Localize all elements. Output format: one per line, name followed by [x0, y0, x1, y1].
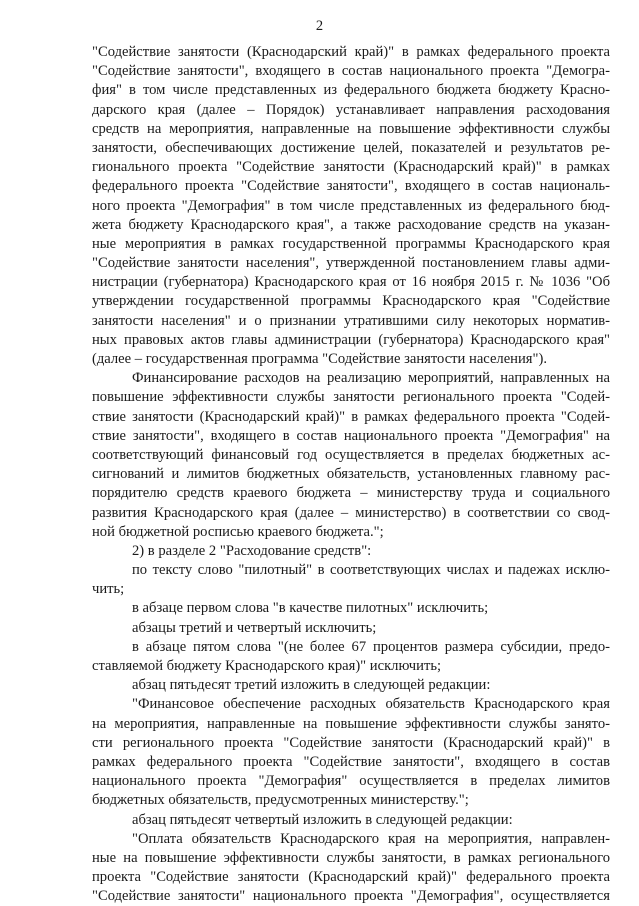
text-line: ствие занятости (Краснодарский край)" в рамках федерального проекта "Содей-	[92, 408, 610, 425]
text-line: абзац пятьдесят четвертый изложить в следующей редакции:	[132, 811, 513, 828]
text-line: жета бюджету Краснодарского края", а также расходование средств на указан-	[92, 216, 610, 233]
text-line: развития Краснодарского края (далее – министерство) в соответствии со свод-	[92, 504, 610, 521]
text-line: чить;	[92, 581, 125, 598]
text-line: проекта "Содействие занятости (Краснодарский край)" федерального проекта	[92, 869, 610, 886]
text-line: соответствующий финансовый год осуществляется в пределах бюджетных ас-	[92, 446, 610, 463]
text-line: бюджетных обязательств, предусмотренных министерству.";	[92, 792, 469, 809]
text-line: "Финансовое обеспечение расходных обязательств Краснодарского края	[132, 696, 610, 713]
text-line: 2) в разделе 2 "Расходование средств":	[132, 542, 372, 559]
text-line: утверждении государственной программы Краснодарского края "Содействие	[92, 293, 610, 310]
text-line: ствие занятости", входящего в состав национального проекта "Демография" на	[92, 427, 610, 444]
document-body	[92, 43, 610, 906]
text-line: абзацы третий и четвертый исключить;	[132, 619, 377, 636]
text-line: в абзаце первом слова "в качестве пилотных" исключить;	[132, 600, 489, 617]
text-line: федерального проекта "Содействие занятости", входящего в состав националь-	[92, 178, 610, 195]
text-line: сти регионального проекта "Содействие занятости (Краснодарский край)" в	[92, 734, 610, 751]
text-line: занятости, обеспечивающих достижение целей, показателей и результатов ре-	[92, 139, 610, 156]
text-line: ной бюджетной росписью краевого бюджета.";	[92, 523, 384, 540]
text-line: абзац пятьдесят третий изложить в следующей редакции:	[132, 677, 491, 694]
text-line: повышение эффективности службы занятости регионального проекта "Содей-	[92, 389, 610, 406]
text-line: "Содействие занятости", входящего в состав национального проекта "Демогра-	[92, 63, 610, 80]
text-line: нистрации (губернатора) Краснодарского края от 16 ноября 2015 г. № 1036 "Об	[92, 274, 610, 291]
text-line: "Содействие занятости" национального проекта "Демография", осуществляется	[92, 888, 610, 905]
text-line: средств на мероприятия, направленные на повышение эффективности службы	[92, 120, 610, 137]
text-line: Финансирование расходов на реализацию мероприятий, направленных на	[132, 370, 610, 387]
text-line: занятости населения" и о признании утратившими силу некоторых норматив-	[92, 312, 610, 329]
text-line: сигнований и лимитов бюджетных обязательств, установленных главному рас-	[92, 466, 610, 483]
text-line: "Оплата обязательств Краснодарского края на мероприятия, направлен-	[132, 830, 610, 847]
text-line: порядителю средств краевого бюджета – министерству труда и социального	[92, 485, 610, 502]
text-line: ные мероприятия в рамках государственной программы Краснодарского края	[92, 235, 610, 252]
text-line: по тексту слово "пилотный" в соответствующих числах и падежах исклю-	[132, 562, 610, 579]
text-line: фия" в том числе представленных из федерального бюджета бюджету Красно-	[92, 82, 610, 99]
text-line: в абзаце пятом слова "(не более 67 процентов размера субсидии, предо-	[132, 638, 610, 655]
text-line: рамках федерального проекта "Содействие занятости", входящего в состав	[92, 753, 610, 770]
text-line: "Содействие занятости (Краснодарский край)" в рамках федерального проекта	[92, 44, 610, 60]
text-line: ного проекта "Демография" в том числе представленных из федерального бюд-	[92, 197, 610, 214]
page-number: 2	[315, 18, 324, 34]
text-line: гионального проекта "Содействие занятости (Краснодарский край)" в рамках	[92, 159, 610, 176]
text-line: "Содействие занятости населения", утвержденной постановлением главы адми-	[92, 255, 610, 272]
text-line: (далее – государственная программа "Содействие занятости населения").	[92, 351, 547, 367]
text-line: ных правовых актов главы администрации (губернатора) Краснодарского края"	[92, 331, 610, 348]
text-line: национального проекта "Демография" осуществляется в пределах лимитов	[92, 773, 610, 790]
text-line: ные на повышение эффективности службы занятости, в рамках регионального	[92, 849, 610, 866]
text-line: ставляемой бюджету Краснодарского края)" исключить;	[92, 658, 442, 674]
text-line: на мероприятия, направленные на повышение эффективности службы занято-	[92, 715, 610, 732]
text-line: дарского края (далее – Порядок) устанавливает направления расходования	[92, 101, 610, 118]
